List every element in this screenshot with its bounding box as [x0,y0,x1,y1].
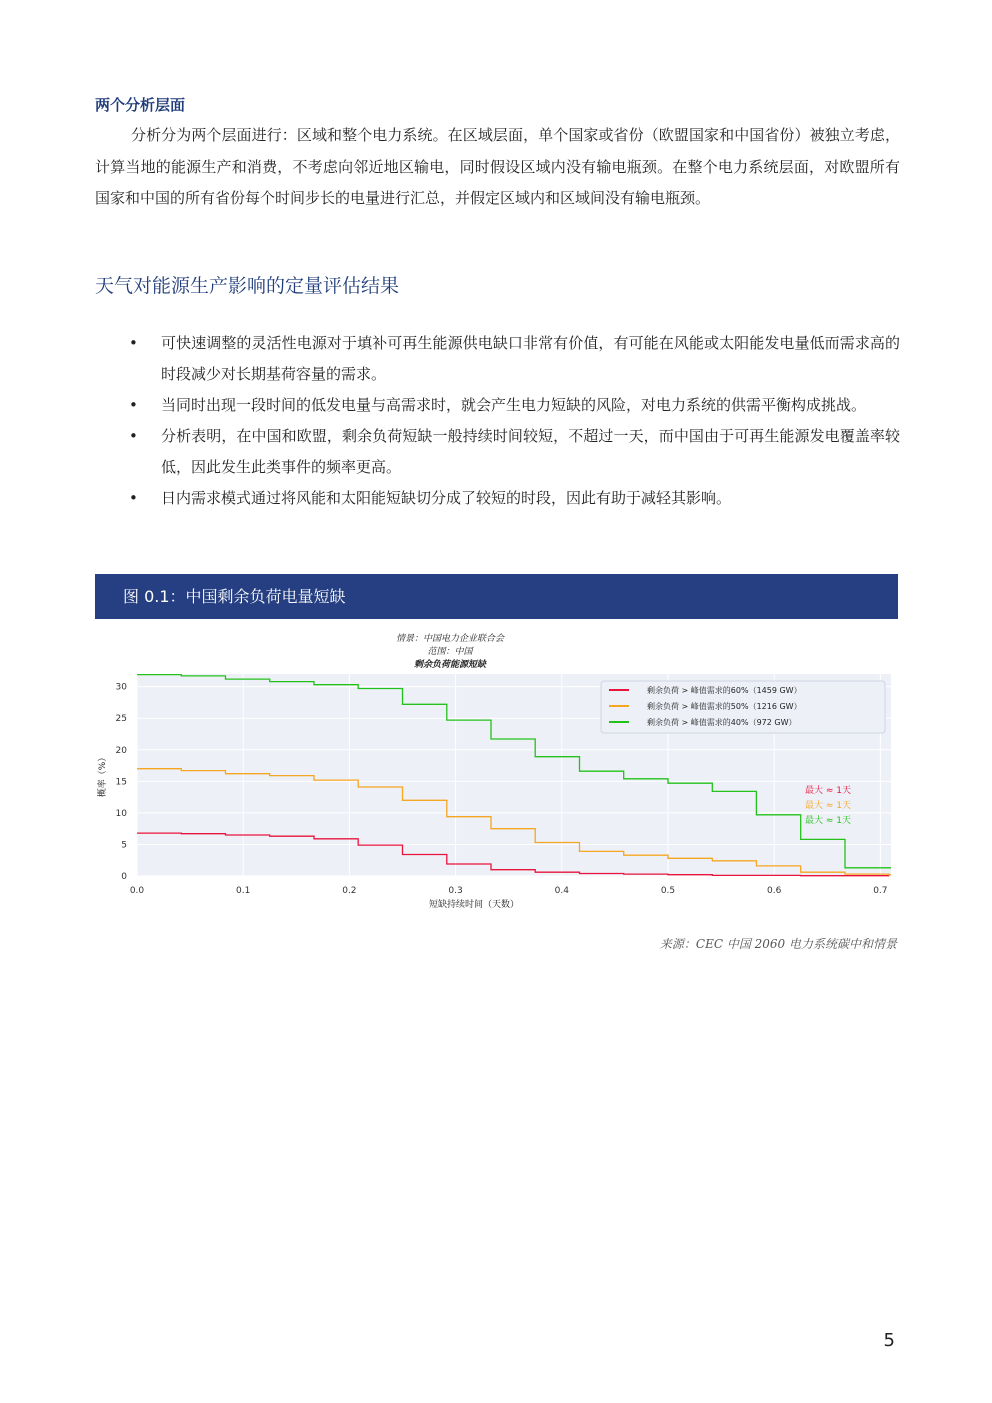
y-tick-label: 15 [115,777,127,788]
y-tick-label: 10 [115,808,127,819]
bullet-dot: • [129,396,138,414]
figure-source: 来源：CEC 中国 2060 电力系统碳中和情景 [659,937,897,951]
bullet-dot: • [129,427,138,445]
bullet-item [95,421,900,483]
max-duration-annotation: 最大 ≈ 1天 [805,786,851,796]
legend-label: 剩余负荷 > 峰值需求的40%（972 GW） [647,718,797,727]
chart-title-line: 范围：中国 [427,647,473,657]
bullet-text: 当同时出现一段时间的低发电量与高需求时，就会产生电力短缺的风险，对电力系统的供需平衡构成挑战。 [161,396,867,414]
chart-title-line: 剩余负荷能源短缺 [413,660,487,670]
x-tick-label: 0.6 [767,886,782,896]
x-tick-label: 0.7 [873,886,888,896]
x-tick-label: 0.2 [342,886,357,896]
y-tick-label: 30 [115,682,127,693]
x-tick-label: 0.4 [554,886,569,896]
x-tick-label: 0.5 [660,886,676,896]
bullet-text: 分析表明，在中国和欧盟，剩余负荷短缺一般持续时间较短，不超过一天，而中国由于可再生能源发电覆盖率较低，因此发生此类事件的频率更高。 [161,427,900,476]
bullet-item [95,483,900,514]
legend-label: 剩余负荷 > 峰值需求的50%（1216 GW） [647,702,802,711]
x-axis-label: 短缺持续时间（天数） [428,900,520,910]
bullet-list [95,328,900,514]
bullet-item [95,390,900,421]
x-tick-label: 0.0 [129,886,145,896]
body-paragraph: 分析分为两个层面进行：区域和整个电力系统。在区域层面，单个国家或省份（欧盟国家和中国省份）被独立考虑，计算当地的能源生产和消费，不考虑向邻近地区输电，同时假设区域内没有输电瓶颈。在整个电力系统层面，对欧盟所有国家和中国的所有省份每个时间步长的电量进行汇总，并假定区域内和区域间没有输电瓶颈。 [95,126,900,207]
legend-label: 剩余负荷 > 峰值需求的60%（1459 GW） [647,686,802,695]
bullet-text: 可快速调整的灵活性电源对于填补可再生能源供电缺口非常有价值，有可能在风能或太阳能发电量低而需求高的时段减少对长期基荷容量的需求。 [161,334,900,383]
y-axis-label: 概率（%） [98,752,108,798]
x-tick-label: 0.1 [236,886,251,896]
max-duration-annotation: 最大 ≈ 1天 [805,816,851,826]
x-tick-label: 0.3 [448,886,463,896]
section-title: 天气对能源生产影响的定量评估结果 [95,275,400,297]
chart-container [95,624,898,924]
figure-caption-bar: 图 0.1：中国剩余负荷电量短缺 [95,574,898,619]
chart-title-line: 情景：中国电力企业联合会 [395,634,505,644]
sub-heading: 两个分析层面 [95,96,186,114]
y-tick-label: 25 [115,714,127,725]
bullet-dot: • [129,334,138,352]
bullet-text: 日内需求模式通过将风能和太阳能短缺切分成了较短的时段，因此有助于减轻其影响。 [161,489,732,507]
y-tick-label: 5 [121,840,127,851]
bullet-item [95,328,900,390]
y-tick-label: 20 [115,745,127,756]
bullet-dot: • [129,489,138,507]
y-tick-label: 0 [121,872,127,882]
max-duration-annotation: 最大 ≈ 1天 [805,801,851,811]
page-number: 5 [883,1330,895,1351]
shortage-chart [95,624,898,924]
